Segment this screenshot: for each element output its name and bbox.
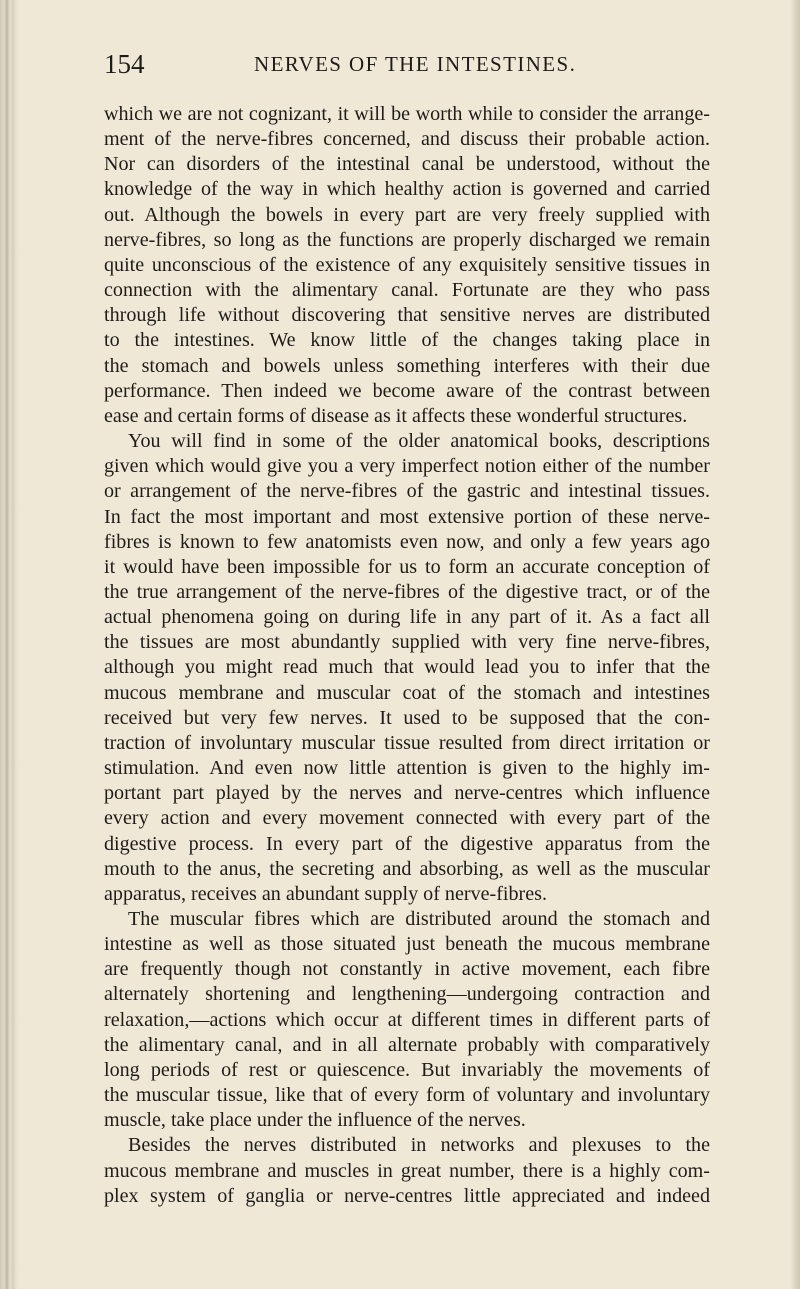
- running-head: NERVES OF THE INTESTINES.: [254, 52, 577, 76]
- text-line: it would have been impossible for us to form an accurate conception of: [104, 555, 710, 578]
- page-number: 154: [104, 49, 145, 79]
- text-line: the alimentary canal, and in all alternate probably with comparatively: [104, 1033, 710, 1056]
- text-line: mucous membrane and muscular coat of the stomach and intestines: [104, 681, 710, 704]
- text-line: nerve-fibres, so long as the functions are properly discharged we remain: [104, 228, 710, 251]
- text-line: every action and every movement connected with every part of the: [104, 807, 710, 830]
- text-line: received but very few nerves. It used to be supposed that the con-: [104, 706, 710, 729]
- text-line: mouth to the anus, the secreting and absorbing, as well as the muscular: [104, 857, 710, 880]
- text-line: knowledge of the way in which healthy action is governed and carried: [104, 178, 710, 201]
- body-text: [104, 102, 710, 1209]
- text-line: plex system of ganglia or nerve-centres little appreciated and indeed: [104, 1184, 710, 1207]
- text-line: muscle, take place under the influence of the nerves.: [104, 1109, 526, 1132]
- text-line: actual phenomena going on during life in any part of it. As a fact all: [104, 606, 710, 629]
- text-line: intestine as well as those situated just beneath the mucous membrane: [104, 933, 710, 956]
- text-line: the stomach and bowels unless something interferes with their due: [104, 354, 710, 377]
- page-header: [104, 46, 710, 82]
- text-line: ease and certain forms of disease as it affects these wonderful structures.: [104, 404, 688, 427]
- text-line: which we are not cognizant, it will be worth while to consider the arrange-: [104, 103, 710, 125]
- text-line: long periods of rest or quiescence. But invariably the movements of: [104, 1058, 710, 1081]
- page-gutter-edge: [0, 0, 20, 1289]
- text-line: connection with the alimentary canal. Fortunate are they who pass: [104, 279, 710, 302]
- page-right-edge: [790, 0, 800, 1289]
- text-line: performance. Then indeed we become aware of the contrast between: [104, 379, 710, 402]
- text-line: portant part played by the nerves and nerve-centres which influence: [104, 782, 710, 805]
- text-line: ment of the nerve-fibres concerned, and discuss their probable action.: [104, 128, 710, 151]
- text-line: alternately shortening and lengthening—undergoing contraction and: [104, 983, 710, 1006]
- text-line: mucous membrane and muscles in great number, there is a highly com-: [104, 1159, 710, 1182]
- text-line: to the intestines. We know little of the changes taking place in: [104, 329, 710, 352]
- text-line: or arrangement of the nerve-fibres of the gastric and intestinal tissues.: [104, 480, 710, 503]
- text-line: through life without discovering that sensitive nerves are distributed: [104, 304, 710, 327]
- text-line: Nor can disorders of the intestinal canal be understood, without the: [104, 153, 710, 176]
- text-line: The muscular fibres which are distributed around the stomach and: [128, 908, 710, 930]
- text-line: the muscular tissue, like that of every form of voluntary and involuntary: [104, 1084, 710, 1107]
- text-line: apparatus, receives an abundant supply of nerve-fibres.: [104, 882, 548, 905]
- text-line: You will find in some of the older anatomical books, descriptions: [128, 430, 710, 453]
- text-line: fibres is known to few anatomists even now, and only a few years ago: [104, 530, 710, 553]
- text-line: traction of involuntary muscular tissue resulted from direct irritation or: [104, 731, 710, 754]
- text-line: In fact the most important and most extensive portion of these nerve-: [104, 505, 710, 528]
- text-line: stimulation. And even now little attention is given to the highly im-: [104, 757, 710, 780]
- text-line: given which would give you a very imperfect notion either of the number: [104, 455, 710, 478]
- text-line: the tissues are most abundantly supplied with very fine nerve-fibres,: [104, 631, 710, 654]
- text-line: out. Although the bowels in every part are very freely supplied with: [104, 203, 710, 226]
- text-line: digestive process. In every part of the digestive apparatus from the: [104, 832, 710, 855]
- text-line: quite unconscious of the existence of any exquisitely sensitive tissues in: [104, 253, 710, 276]
- text-line: although you might read much that would lead you to infer that the: [104, 656, 710, 679]
- text-line: are frequently though not constantly in active movement, each fibre: [104, 958, 710, 981]
- text-line: the true arrangement of the nerve-fibres of the digestive tract, or of the: [104, 580, 710, 603]
- text-line: Besides the nerves distributed in networks and plexuses to the: [128, 1134, 710, 1157]
- text-line: relaxation,—actions which occur at different times in different parts of: [104, 1008, 710, 1031]
